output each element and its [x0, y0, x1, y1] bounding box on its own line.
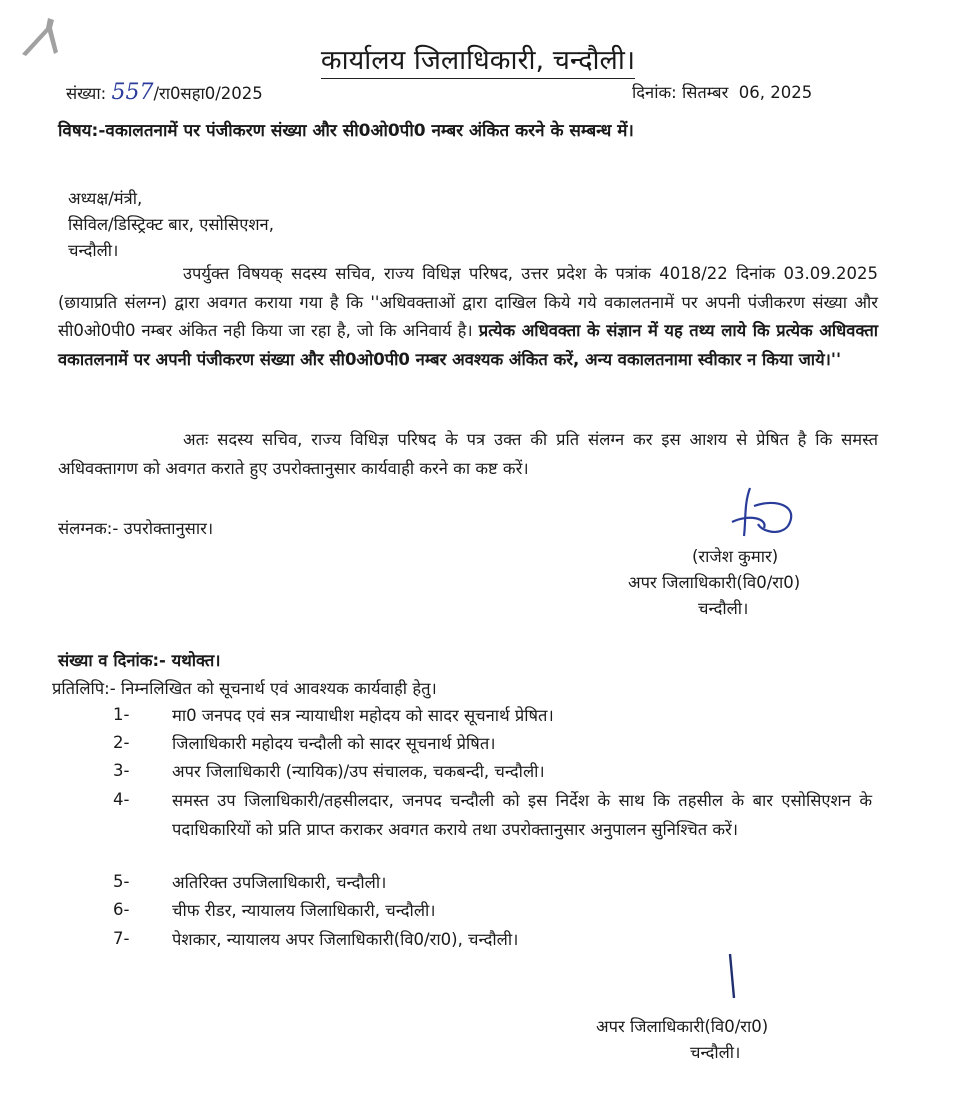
- body-paragraph-1-emphasis: प्रत्येक अधिवक्ता के संज्ञान में यह तथ्य लाये कि प्रत्येक अधिवक्ता वकातलनामें पर अपनी पंजीकरण संख्या और सी0ओ0पी0 नम्बर अवश्यक अंकित करें, अन्य वकालतनामा स्वीकार न किया जाये।'': [58, 321, 879, 369]
- subject-line: विषय:-वकालतनामें पर पंजीकरण संख्या और सी0ओ0पी0 नम्बर अंकित करने के सम्बन्ध में।: [58, 121, 634, 141]
- date-value: सितम्बर 06, 2025: [681, 83, 813, 102]
- list-item: अतिरिक्त उपजिलाधिकारी, चन्दौली।: [172, 873, 387, 892]
- list-item-number: 5-: [113, 872, 130, 891]
- list-item-number: 2-: [113, 733, 130, 752]
- signature-icon: [718, 484, 808, 544]
- list-item: चीफ रीडर, न्यायालय जिलाधिकारी, चन्दौली।: [172, 901, 436, 920]
- letter-number: [66, 80, 263, 105]
- letter-date: [632, 80, 812, 103]
- enclosure-line: संलग्नक:- उपरोक्तानुसार।: [58, 519, 214, 538]
- copy-to-line: प्रतिलिपि:- निम्नलिखित को सूचनार्थ एवं आवश्यक कार्यवाही हेतु।: [52, 679, 437, 698]
- number-suffix: /रा0सहा0/2025: [153, 84, 263, 103]
- list-item: जिलाधिकारी महोदय चन्दौली को सादर सूचनार्थ प्रेषित।: [172, 734, 496, 753]
- signatory-place: चन्दौली।: [698, 599, 749, 618]
- signatory2-place: चन्दौली।: [690, 1043, 741, 1062]
- body-paragraph-2: अतः सदस्य सचिव, राज्य विधिज्ञ परिषद के पत्र उक्त की प्रति संलग्न कर इस आशय से प्रेषित है कि समस्त अधिवक्तागण को अवगत कराते हुए उपरोक्तानुसार कार्यवाही करने का कष्ट करें।: [58, 430, 878, 478]
- signatory-name: (राजेश कुमार): [692, 547, 779, 566]
- addressee-line-2: सिविल/डिस्ट्रिक्ट बार, एसोसिएशन,: [68, 215, 274, 234]
- signatory-designation: अपर जिलाधिकारी(वि0/रा0): [628, 573, 801, 592]
- list-item: अपर जिलाधिकारी (न्यायिक)/उप संचालक, चकबन्दी, चन्दौली।: [172, 762, 545, 781]
- number-label: संख्या:: [66, 84, 107, 103]
- body-paragraph-1: [58, 260, 878, 374]
- reference-line: संख्या व दिनांक:- यथोक्त।: [58, 651, 221, 670]
- addressee-line-1: अध्यक्ष/मंत्री,: [68, 189, 143, 208]
- list-item: पेशकार, न्यायालय अपर जिलाधिकारी(वि0/रा0), चन्दौली।: [172, 930, 519, 949]
- list-item-number: 1-: [113, 705, 130, 724]
- list-item: समस्त उप जिलाधिकारी/तहसीलदार, जनपद चन्दौली को इस निर्देश के साथ कि तहसील के बार एसोसिएशन के पदाधिकारियों को प्रति प्राप्त कराकर अवगत कराये तथा उपरोक्तानुसार अनुपालन सुनिश्चित करें।: [172, 791, 872, 839]
- list-item-number: 7-: [113, 929, 130, 948]
- addressee-line-3: चन्दौली।: [68, 241, 119, 260]
- list-item-number: 6-: [113, 900, 130, 919]
- list-item-number: 4-: [113, 790, 130, 809]
- office-title-text: कार्यालय जिलाधिकारी, चन्दौली।: [321, 45, 635, 79]
- initial-mark-icon: [726, 952, 740, 1002]
- list-item: मा0 जनपद एवं सत्र न्यायाधीश महोदय को सादर सूचनार्थ प्रेषित।: [172, 706, 554, 725]
- handwritten-number: 557: [111, 80, 154, 105]
- date-label: दिनांक:: [632, 83, 677, 102]
- office-title: [0, 40, 956, 77]
- signatory2-designation: अपर जिलाधिकारी(वि0/रा0): [596, 1017, 769, 1036]
- body-paragraph-1-text: उपर्युक्त विषयक् सदस्य सचिव, राज्य विधिज्ञ परिषद, उत्तर प्रदेश के पत्रांक 4018/22 दिनांक 03.09.2025 (छायाप्रति संलग्न) द्वारा अवगत कराया गया है कि ''अधिवक्ताओं द्वारा दाखिल किये गये वकालतनामें पर अपनी पंजीकरण संख्या और सी0ओ0पी0 नम्बर अंकित नही किया जा रहा है, जो कि अनिवार्य है।: [58, 264, 878, 340]
- list-item-number: 3-: [113, 761, 130, 780]
